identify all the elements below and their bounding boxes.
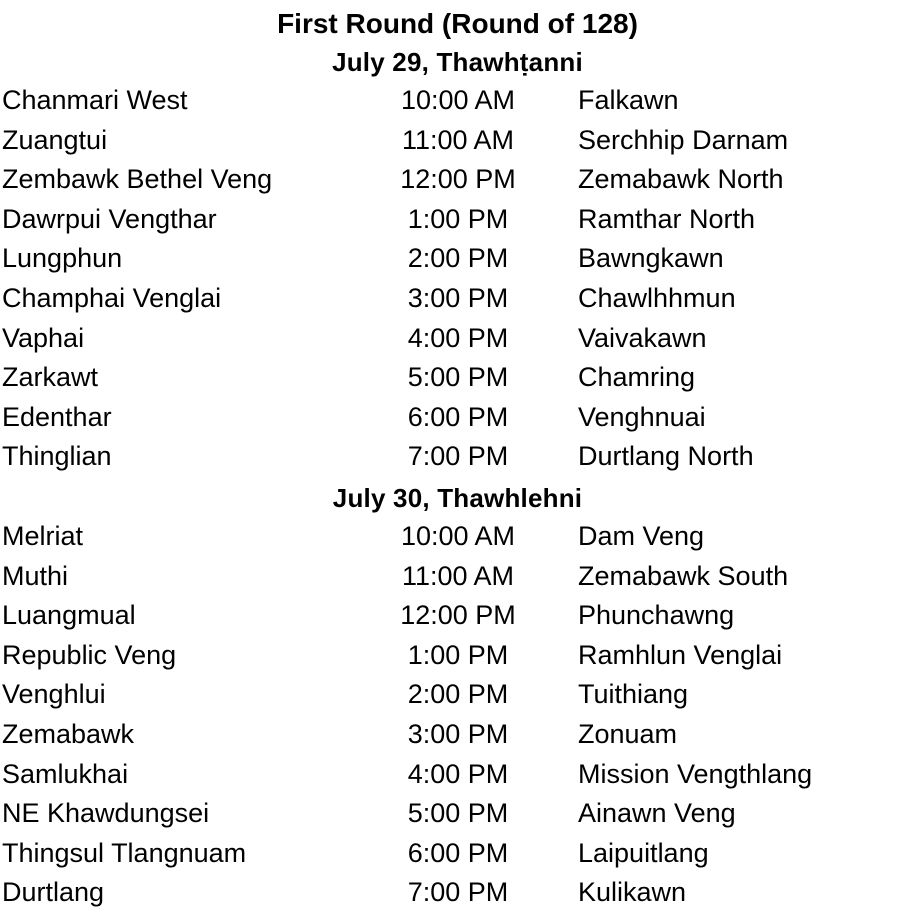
match-row [0, 357, 915, 397]
away-team: Dam Veng [578, 520, 705, 551]
match-row [0, 793, 915, 833]
day-section [0, 476, 915, 912]
kickoff-time: 6:00 PM [407, 837, 509, 868]
away-team: Zonuam [578, 718, 678, 749]
away-team: Mission Vengthlang [578, 758, 813, 789]
match-row [0, 278, 915, 318]
away-team: Serchhip Darnam [578, 124, 789, 155]
away-team: Ramhlun Venglai [578, 639, 783, 670]
kickoff-time: 2:00 PM [407, 679, 509, 710]
day-section [0, 40, 915, 476]
away-team: Phunchawng [578, 600, 735, 631]
match-row [0, 159, 915, 199]
kickoff-time: 2:00 PM [407, 243, 509, 274]
home-team: Champhai Venglai [2, 282, 222, 313]
home-team: Zemabawk [2, 718, 135, 749]
home-team: Vaphai [2, 322, 85, 353]
home-team: Republic Veng [2, 639, 177, 670]
away-team: Bawngkawn [578, 243, 724, 274]
away-team: Ainawn Veng [578, 798, 736, 829]
match-row [0, 120, 915, 160]
away-team: Falkawn [578, 85, 679, 115]
kickoff-time: 10:00 AM [400, 85, 516, 115]
match-row [0, 80, 915, 120]
kickoff-time: 11:00 AM [401, 560, 515, 591]
kickoff-time: 4:00 PM [407, 758, 509, 789]
home-team: Lungphun [2, 243, 123, 274]
match-row [0, 635, 915, 675]
match-row [0, 872, 915, 912]
match-row [0, 754, 915, 794]
away-team: Chamring [578, 362, 696, 393]
away-team: Zemabawk South [578, 560, 789, 591]
kickoff-time: 10:00 AM [400, 520, 516, 551]
kickoff-time: 4:00 PM [407, 322, 509, 353]
home-team: Thinglian [2, 441, 112, 472]
match-row [0, 318, 915, 358]
away-team: Kulikawn [578, 877, 687, 908]
away-team: Vaivakawn [578, 322, 707, 353]
kickoff-time: 7:00 PM [407, 441, 509, 472]
home-team: NE Khawdungsei [2, 798, 210, 829]
away-team: Tuithiang [578, 679, 689, 710]
match-row [0, 674, 915, 714]
home-team: Edenthar [2, 401, 112, 432]
away-team: Chawlhhmun [578, 282, 736, 313]
match-row [0, 397, 915, 437]
kickoff-time: 5:00 PM [407, 362, 509, 393]
match-row [0, 556, 915, 596]
match-row [0, 516, 915, 556]
kickoff-time: 5:00 PM [407, 798, 509, 829]
home-team: Zuangtui [2, 124, 108, 155]
home-team: Venghlui [2, 679, 106, 710]
kickoff-time: 1:00 PM [407, 639, 509, 670]
away-team: Durtlang North [578, 441, 754, 472]
match-row [0, 436, 915, 476]
kickoff-time: 3:00 PM [407, 282, 509, 313]
day-heading: July 29, Thawhṭanni [332, 47, 583, 77]
away-team: Zemabawk North [578, 164, 784, 195]
match-row [0, 714, 915, 754]
home-team: Luangmual [2, 600, 136, 631]
home-team: Chanmari West [2, 85, 188, 115]
home-team: Melriat [2, 520, 84, 551]
match-row [0, 595, 915, 635]
away-team: Venghnuai [578, 401, 706, 432]
home-team: Zarkawt [2, 362, 99, 393]
home-team: Zembawk Bethel Veng [2, 164, 273, 195]
home-team: Durtlang [2, 877, 105, 908]
kickoff-time: 7:00 PM [407, 877, 509, 908]
home-team: Samlukhai [2, 758, 129, 789]
home-team: Muthi [2, 560, 69, 591]
day-heading: July 30, Thawhlehni [332, 482, 583, 513]
kickoff-time: 11:00 AM [401, 124, 515, 155]
kickoff-time: 12:00 PM [400, 164, 516, 195]
match-row [0, 238, 915, 278]
match-row [0, 199, 915, 239]
kickoff-time: 3:00 PM [407, 718, 509, 749]
away-team: Ramthar North [578, 203, 756, 234]
kickoff-time: 12:00 PM [400, 600, 516, 631]
home-team: Thingsul Tlangnuam [2, 837, 247, 868]
kickoff-time: 1:00 PM [407, 203, 509, 234]
fixture-list [0, 40, 915, 912]
page-title: First Round (Round of 128) [277, 8, 638, 39]
kickoff-time: 6:00 PM [407, 401, 509, 432]
home-team: Dawrpui Vengthar [2, 203, 217, 234]
match-row [0, 833, 915, 873]
away-team: Laipuitlang [578, 837, 709, 868]
